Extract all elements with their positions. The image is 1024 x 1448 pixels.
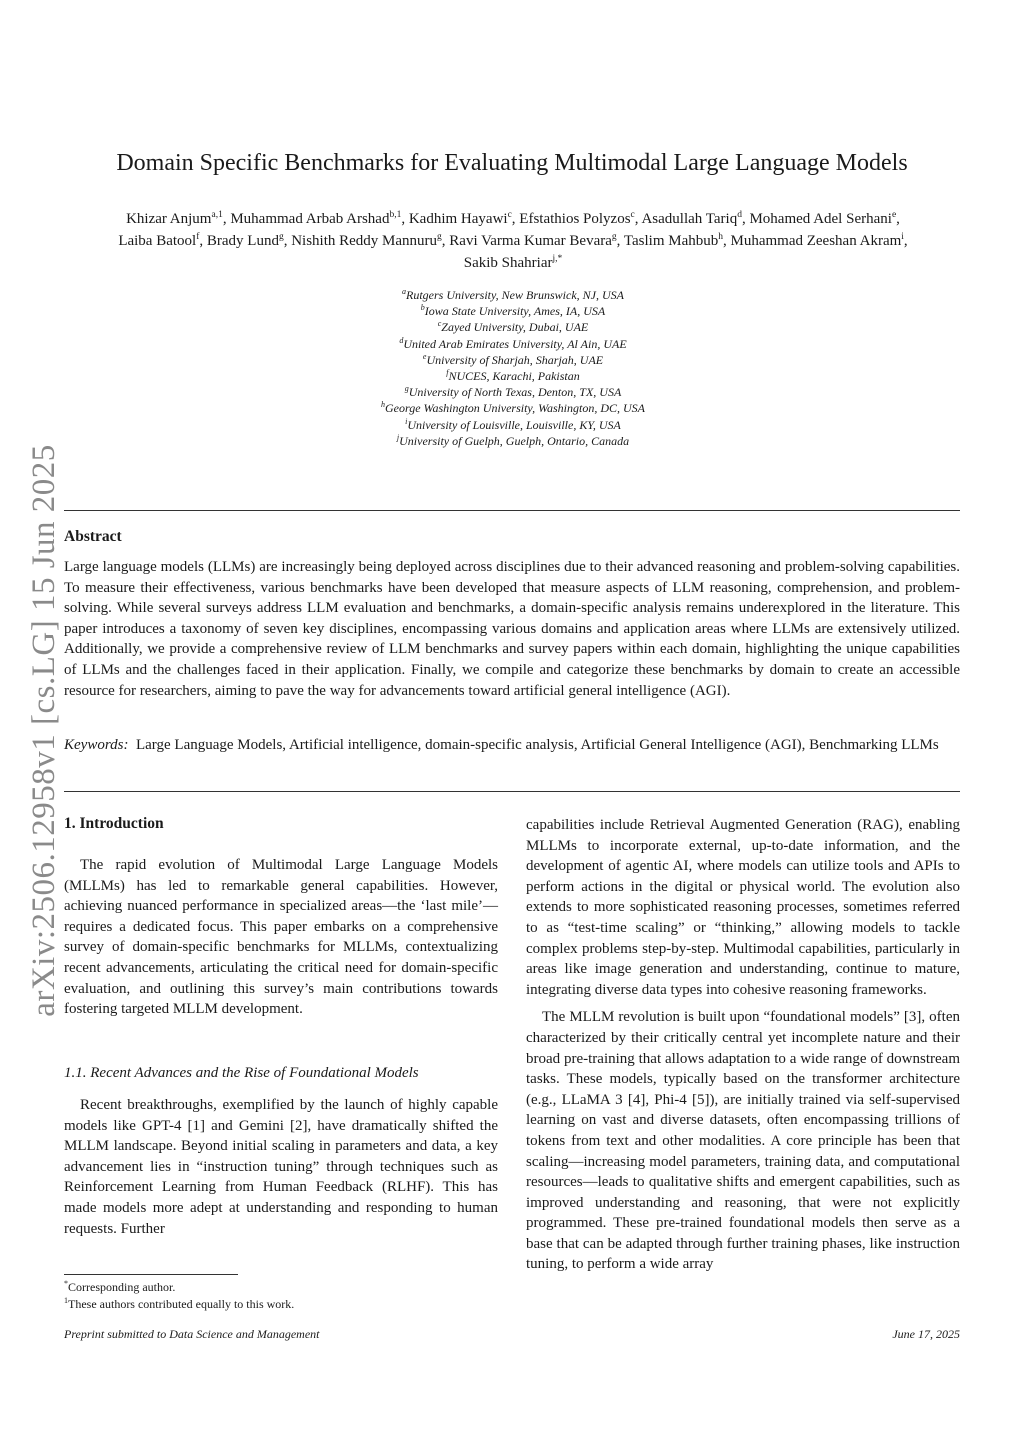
affiliation: $^g$University of North Texas, Denton, TX, USA [404, 384, 622, 400]
paper-title: Domain Specific Benchmarks for Evaluating Multimodal Large Language Models [116, 150, 908, 176]
left-column-top [64, 855, 498, 1020]
affiliation: $^a$Rutgers University, New Brunswick, NJ, USA [402, 287, 624, 302]
keywords-label: Keywords: [64, 737, 129, 753]
author-name: Laiba Batool [118, 233, 197, 249]
abstract-heading: Abstract [64, 528, 122, 545]
abstract-bottom-rule [64, 791, 960, 792]
author-name: Taslim Mahbub [623, 233, 719, 249]
footnote-rule [64, 1274, 238, 1275]
affiliation: $^h$George Washington University, Washington, DC, USA [381, 400, 645, 416]
affiliation-list [62, 287, 964, 449]
paragraph: The MLLM revolution is built upon “foundational models” [3], often characterized by their critically central yet incomplete nature and their broad pre-training that allows adaptation to a wide range of downstream tasks. These models, typically based on the transformer architecture (e.g., LLaMA 3 [4], Phi-4 [5]), are initially trained via self-supervised learning on vast and diverse datasets, often encompassing trillions of tokens from text and other modalities. A core principle has been that scaling—increasing model parameters, training data, and computational resources—leads to qualitative shifts and emergent capabilities, such as improved understanding and reasoning, that were not explicitly programmed. These pre-trained foundational models then serve as a base that can be adapted through further training phases, like instruction tuning, to perform a wide array [526, 1009, 960, 1273]
author-name: Ravi Varma Kumar Bevara [449, 233, 612, 249]
paragraph: capabilities include Retrieval Augmented Generation (RAG), enabling MLLMs to incorporate external, up-to-date information, and the development of agentic AI, where models can utilize tools and APIs to perform actions in the digital or physical world. The evolution also extends to more sophisticated reasoning processes, sometimes referred to as “test-time scaling” or “thinking,” allowing models to tackle complex problems step-by-step. Multimodal capabilities, particularly in areas like image generation and understanding, continue to mature, integrating diverse data types into cohesive reasoning frameworks. [526, 817, 960, 998]
affiliation: $^i$University of Louisville, Louisville, KY, USA [405, 416, 621, 432]
abstract-top-rule [64, 510, 960, 511]
author-name: Sakib Shahriar [463, 255, 553, 271]
preprint-note: Preprint submitted to Data Science and Management [64, 1327, 320, 1341]
subsection-heading: 1.1. Recent Advances and the Rise of Foundational Models [64, 1065, 419, 1081]
left-column-bottom [64, 1095, 498, 1239]
arxiv-identifier: arXiv:2506.12958v1 [cs.LG] 15 Jun 2025 [25, 443, 62, 1017]
footnote-equal-contribution: $^1$These authors contributed equally to this work. [64, 1296, 295, 1311]
author-list: Khizar Anjum$^{a,1}$, Muhammad Arbab Arshad$^{b,1}$, Kadhim Hayawi$^c$, Efstathios Polyzos$^c$, Asadullah Tariq$^d$, Mohamed Adel Serhani$^e$, Laiba Batool$^f$, Brady Lund$^g$, Nishith Reddy Mannuru$^g$, Ravi Varma Kumar Bevara$^g$, Taslim Mahbub$^h$, Muhammad Zeeshan Akram$^i$, Sakib Shahriar$^{j,*}$ [118, 210, 908, 271]
author-name: Efstathios Polyzos [519, 211, 631, 227]
abstract-text: Large language models (LLMs) are increasingly being deployed across disciplines due to their advanced reasoning and problem-solving capabilities. To measure their effectiveness, various benchmarks have been developed that measure aspects of LLM reasoning, comprehension, and problem-solving. While several surveys address LLM evaluation and benchmarks, a domain-specific analysis remains underexplored in the literature. This paper introduces a taxonomy of seven key disciplines, encompassing various domains and application areas where LLMs are extensively utilized. Additionally, we provide a comprehensive review of LLM benchmarks and survey papers within each domain, highlighting the unique capabilities of LLMs and the challenges faced in their application. Finally, we compile and categorize these benchmarks by domain to create an accessible resource for researchers, aiming to pave the way for advancements toward artificial general intelligence (AGI). [64, 559, 960, 699]
footnotes [64, 1279, 294, 1313]
paragraph: The rapid evolution of Multimodal Large Language Models (MLLMs) has led to remarkable general capabilities. However, achieving nuanced performance in specialized areas—the ‘last mile’—requires a dedicated focus. This paper embarks on a comprehensive survey of domain-specific benchmarks for MLLMs, contextualizing recent advancements, articulating the critical need for domain-specific evaluation, and outlining this survey’s main contributions towards fostering targeted MLLM development. [64, 857, 498, 1018]
author-name: Muhammad Zeeshan Akram [730, 233, 902, 249]
keywords [64, 735, 960, 756]
preprint-date: June 17, 2025 [892, 1327, 960, 1341]
section-heading-introduction: 1. Introduction [64, 815, 164, 832]
author-name: Muhammad Arbab Arshad [230, 211, 390, 227]
author-name: Brady Lund [206, 233, 279, 249]
author-name: Mohamed Adel Serhani [749, 211, 892, 227]
author-name: Nishith Reddy Mannuru [291, 233, 438, 249]
affiliation: $^f$NUCES, Karachi, Pakistan [446, 368, 580, 384]
affiliation: $^d$United Arab Emirates University, Al Ain, UAE [399, 335, 627, 351]
paragraph: Recent breakthroughs, exemplified by the launch of highly capable models like GPT-4 [1] and Gemini [2], have dramatically shifted the MLLM landscape. Beyond initial scaling in parameters and data, a key advancement lies in “instruction tuning” through techniques such as Reinforcement Learning from Human Feedback (RLHF). This has made models more adept at understanding and responding to human requests. Further [64, 1097, 498, 1237]
author-name: Asadullah Tariq [641, 211, 738, 227]
right-column [526, 815, 960, 1275]
affiliation: $^j$University of Guelph, Guelph, Ontario, Canada [396, 432, 630, 448]
affiliation: $^e$University of Sharjah, Sharjah, UAE [422, 351, 604, 367]
author-name: Khizar Anjum [126, 211, 212, 227]
author-name: Kadhim Hayawi [408, 211, 508, 227]
footnote-corresponding: *Corresponding author. [64, 1279, 176, 1294]
affiliation: $^c$Zayed University, Dubai, UAE [437, 319, 589, 335]
keywords-text: Large Language Models, Artificial intelligence, domain-specific analysis, Artificial General Intelligence (AGI), Benchmarking LLMs [135, 737, 939, 753]
affiliation: $^b$Iowa State University, Ames, IA, USA [420, 303, 606, 319]
